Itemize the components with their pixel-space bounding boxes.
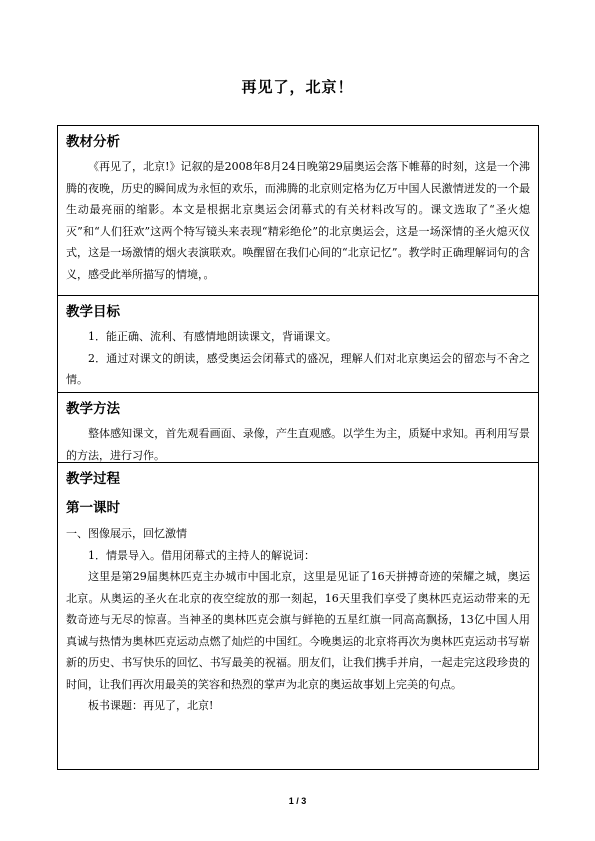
section-heading: 教学过程 <box>66 471 120 487</box>
section-teaching-goals <box>58 295 538 392</box>
section-paragraph: 1．能正确、流利、有感情地朗读课文，背诵课文。 <box>88 330 337 343</box>
lesson-subheading: 第一课时 <box>66 500 120 516</box>
section-heading: 教材分析 <box>66 134 120 150</box>
section-teaching-process <box>58 462 538 769</box>
page-title: 再见了，北京！ <box>241 78 354 96</box>
section-paragraph: 2．通过对课文的朗读，感受奥运会闭幕式的盛况，理解人们对北京奥运会的留恋与不舍之情。 <box>66 351 530 386</box>
step-item: 1．情景导入。借用闭幕式的主持人的解说词： <box>88 548 315 562</box>
section-material-analysis <box>58 126 538 295</box>
step-heading: 一、图像展示，回忆激情 <box>66 527 187 540</box>
section-paragraph: 《再见了，北京!》记叙的是2008年8月24日晚第29届奥运会落下帷幕的时刻，这是一个沸腾的夜晚，历史的瞬间成为永恒的欢乐，而沸腾的北京则定格为亿万中国人民激情迸发的一个最生动最亮丽的缩影。本文是根据北京奥运会闭幕式的有关材料改写的。课文选取了“圣火熄灭”和“人们狂欢”这两个特写镜头来表现“精彩绝伦”的北京奥运会，这是一场深情的圣火熄灭仪式，这是一场激情的烟火表演联欢。唤醒留在我们心间的“北京记忆”。教学时正确理解词句的含义，感受此举所描写的情境，。 <box>66 160 530 281</box>
host-narration: 这里是第29届奥林匹克主办城市中国北京，这里是见证了16天拼搏奇迹的荣耀之城，奥运北京。从奥运的圣火在北京的夜空绽放的那一刻起，16天里我们享受了奥林匹克运动带来的无数奇迹与无尽的惊喜。当神圣的奥林匹克会旗与鲜艳的五星红旗一同高高飘扬，13亿中国人用真诚与热情为奥林匹克运动点燃了灿烂的中国红。今晚奥运的北京将再次为奥林匹克运动书写崭新的历史、书写快乐的回忆、书写最美的祝福。朋友们，让我们携手并肩，一起走完这段珍贵的时间，让我们再次用最美的笑容和热烈的掌声为北京的奥运故事划上完美的句点。 <box>66 570 530 691</box>
section-heading: 教学方法 <box>66 401 120 417</box>
page-number: 1 / 3 <box>288 796 307 806</box>
section-teaching-methods <box>58 392 538 462</box>
lesson-plan-table <box>57 125 539 770</box>
section-paragraph: 整体感知课文，首先观看画面、录像，产生直观感。以学生为主，质疑中求知。再利用写景的方法，进行习作。 <box>66 427 530 462</box>
section-heading: 教学目标 <box>66 304 120 320</box>
board-title: 板书课题：再见了，北京! <box>88 699 214 712</box>
